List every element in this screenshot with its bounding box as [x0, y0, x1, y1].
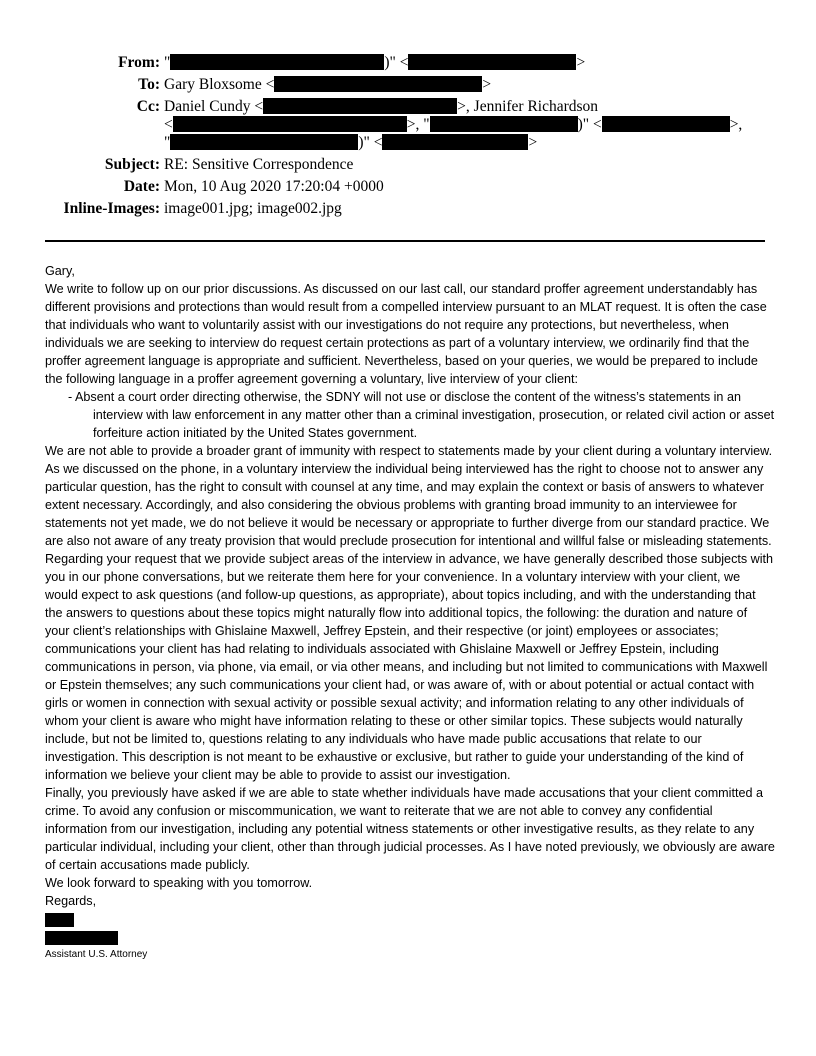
signature-redaction: [45, 913, 74, 927]
redaction-box: [170, 54, 384, 70]
redaction-box: [274, 76, 482, 92]
header-divider: [45, 240, 765, 242]
cc-name-1: Daniel Cundy: [164, 98, 251, 115]
paragraph-closing: We look forward to speaking with you tomorrow.: [45, 876, 313, 890]
date-value: Mon, 10 Aug 2020 17:20:04 +0000: [164, 178, 384, 195]
cc-name-2: Jennifer Richardson: [473, 98, 599, 115]
signature-title: Assistant U.S. Attorney: [45, 949, 148, 960]
date-label: Date:: [123, 178, 160, 195]
redaction-box: [430, 116, 578, 132]
inline-images-row: [0, 198, 816, 220]
redaction-box: [263, 98, 457, 114]
redaction-box: [173, 116, 407, 132]
redaction-box: [408, 54, 576, 70]
from-row: [0, 52, 816, 74]
signature-block: [45, 913, 775, 962]
subject-value: RE: Sensitive Correspondence: [164, 156, 354, 173]
to-value: Gary Bloxsome < >: [164, 76, 492, 93]
cc-continuation-row: [0, 132, 816, 154]
redaction-box: [602, 116, 730, 132]
paragraph-subject-areas: Regarding your request that we provide subject areas of the interview in advance, we have generally described those subjects with you in our phone conversations, but we reiterate them here for your convenience. In a voluntary interview with your client, we would expect to ask questions (and follow-up questions, as appropriate), about topics including, and with the understanding that the answers to questions about these topics might naturally flow into additional topics, the following: the duration and nature of your client’s relationships with Ghislaine Maxwell, Jeffrey Epstein, and their respective (or joint) employees or associates; communications your client has had relating to individuals associated with Ghislaine Maxwell or Jeffrey Epstein, including communications in person, via phone, via email, or via other means, and including but not limited to communications with Maxwell or Epstein themselves; any such communications your client had, or was aware of, with or about potential or actual contact with girls or women in connection with sexual activity or possible sexual activity; and information relating to any other individuals of whom your client is aware who might have information relating to these or other similar topics. These subjects would naturally include, but not be limited to, questions relating to any individuals who have made public accusations that relate to our investigation. This description is not meant to be exhaustive or exclusive, but rather to guide your understanding of the kind of information we believe your client may be able to provide to assist our investigation.: [45, 552, 774, 782]
redaction-box: [170, 134, 358, 150]
salutation: Gary,: [45, 264, 75, 278]
signature-redaction: [45, 931, 118, 945]
email-body: [45, 262, 775, 962]
proffer-language-bullet: - Absent a court order directing otherwise, the SDNY will not use or disclose the content of the witness’s statements in an interview with law enforcement in any matter other than a criminal investigation, prosecution, or related civil action or asset forfeiture action initiated by the United States government.: [68, 390, 775, 440]
paragraph-accusations: Finally, you previously have asked if we are able to state whether individuals have made accusations that your client committed a crime. To avoid any confusion or miscommunication, we want to reiterate that we are not able to convey any confidential information from our investigation, including any potential witness statements or other investigative results, as they relate to any particular individual, including your client, other than through judicial processes. As I have noted previously, we obviously are aware of certain accusations made publicly.: [45, 786, 775, 872]
from-label: From:: [118, 54, 160, 71]
cc-value-line-2: < >, " )" < >,: [164, 116, 743, 133]
to-label: To:: [138, 76, 160, 93]
to-name: Gary Bloxsome: [164, 76, 262, 93]
inline-images-label: Inline-Images:: [63, 200, 160, 217]
date-row: [0, 176, 816, 198]
paragraph-proffer: We write to follow up on our prior discussions. As discussed on our last call, our standard proffer agreement understandably has different provisions and protections than would result from a compelled interview pursuant to an MLAT request. It is often the case that individuals who want to voluntarily assist with our investigations do not require any protections, but nevertheless, when individuals we are seeking to interview do request certain protections as part of a voluntary interview, we ordinarily find that the proffer agreement language is appropriate and sufficient. Nevertheless, based on your queries, we would be prepared to include the following language in a proffer agreement governing a voluntary, live interview of your client:: [45, 282, 767, 386]
to-row: [0, 74, 816, 96]
cc-label: Cc:: [136, 98, 160, 115]
subject-label: Subject:: [104, 156, 160, 173]
cc-value-line-3: " )" < >: [164, 134, 538, 151]
paragraph-immunity: We are not able to provide a broader grant of immunity with respect to statements made by your client during a voluntary interview. As we discussed on the phone, in a voluntary interview the individual being interviewed has the right to choose not to answer any particular question, has the right to consult with counsel at any time, and may explain the context or basis of answers to whatever extent necessary. Accordingly, and also considering the obvious problems with granting broad immunity to an interviewee for statements not yet made, we do not believe it would be necessary or appropriate to further diverge from our standard practice. We are also not aware of any treaty provision that would preclude prosecution for intentional and willful false or misleading statements.: [45, 444, 773, 548]
redaction-box: [382, 134, 528, 150]
inline-images-value: image001.jpg; image002.jpg: [164, 200, 342, 217]
cc-value-line-1: Daniel Cundy < >, Jennifer Richardson: [164, 98, 599, 115]
subject-row: [0, 154, 816, 176]
from-value: " )" < >: [164, 54, 586, 71]
closing: Regards,: [45, 894, 97, 908]
